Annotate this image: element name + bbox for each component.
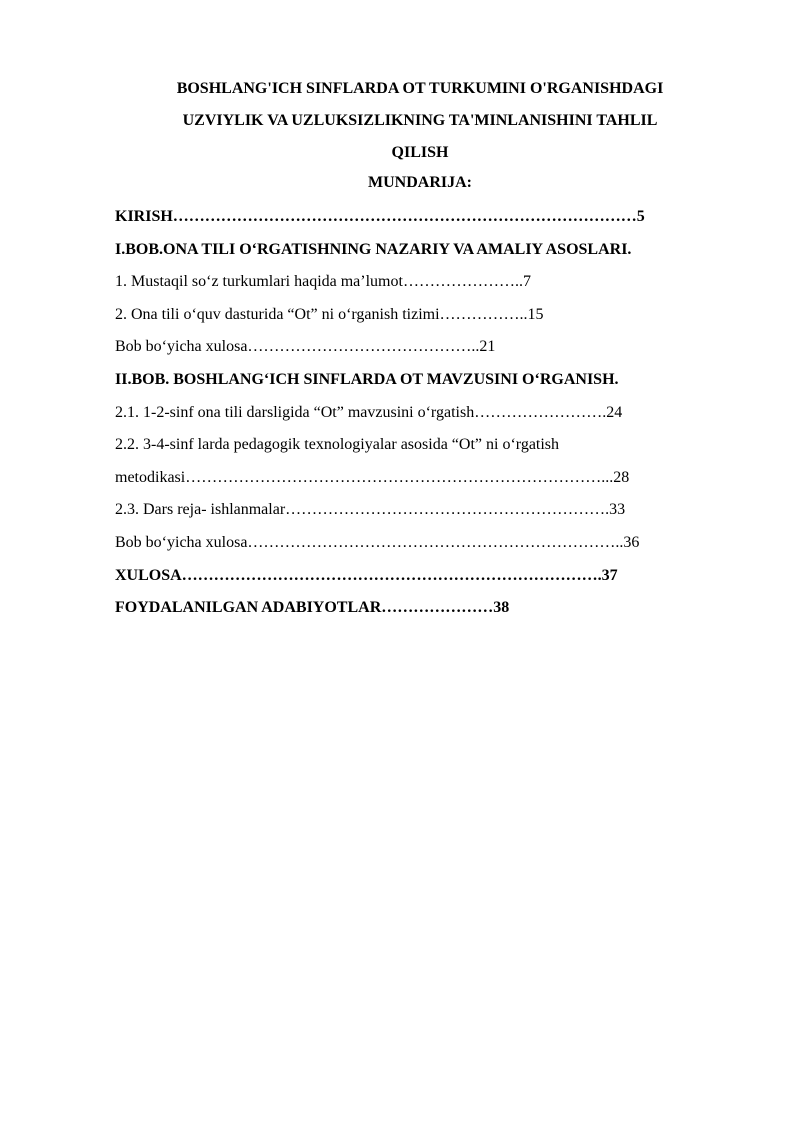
table-of-contents [115, 201, 725, 625]
contents-heading: MUNDARIJA: [368, 174, 472, 191]
document-title-line-3: QILISH [391, 144, 449, 161]
toc-entry-chapter-1-summary: Bob bo‘yicha xulosa……………………………………..21 [115, 338, 496, 356]
toc-entry-chapter-1: I.BOB.ONA TILI O‘RGATISHNING NAZARIY VA AMALIY ASOSLARI. [115, 240, 632, 258]
toc-entry-references: FOYDALANILGAN ADABIYOTLAR…………………38 [115, 599, 510, 617]
toc-entry-chapter-2: II.BOB. BOSHLANG‘ICH SINFLARDA OT MAVZUSINI O‘RGANISH. [115, 370, 619, 388]
document-page [115, 73, 725, 625]
toc-entry-1-1: 1. Mustaqil so‘z turkumlari haqida ma’lumot…………………..7 [115, 273, 531, 291]
toc-entry-2-1: 2.1. 1-2-sinf ona tili darsligida “Ot” mavzusini o‘rgatish…………………….24 [115, 403, 623, 421]
toc-entry-kirish: KIRISH……………………………………………………………………………5 [115, 208, 645, 225]
document-title-line-2: UZVIYLIK VA UZLUKSIZLIKNING TA'MINLANISHINI TAHLIL [182, 112, 658, 129]
toc-entry-1-2: 2. Ona tili o‘quv dasturida “Ot” ni o‘rganish tizimi……………..15 [115, 305, 544, 323]
document-title-line-1: BOSHLANG'ICH SINFLARDA OT TURKUMINI O'RGANISHDAGI [176, 80, 664, 97]
toc-entry-2-2: 2.2. 3-4-sinf larda pedagogik texnologiyalar asosida “Ot” ni o‘rgatish [115, 436, 560, 454]
toc-entry-2-3: 2.3. Dars reja- ishlanmalar…………………………………………………….33 [115, 501, 626, 519]
toc-entry-chapter-2-summary: Bob bo‘yicha xulosa……………………………………………………………..36 [115, 533, 640, 551]
toc-entry-2-2-continued: metodikasi……………………………………………………………………...28 [115, 468, 630, 486]
toc-entry-xulosa: XULOSA…………………………………………………………………….37 [115, 566, 618, 584]
